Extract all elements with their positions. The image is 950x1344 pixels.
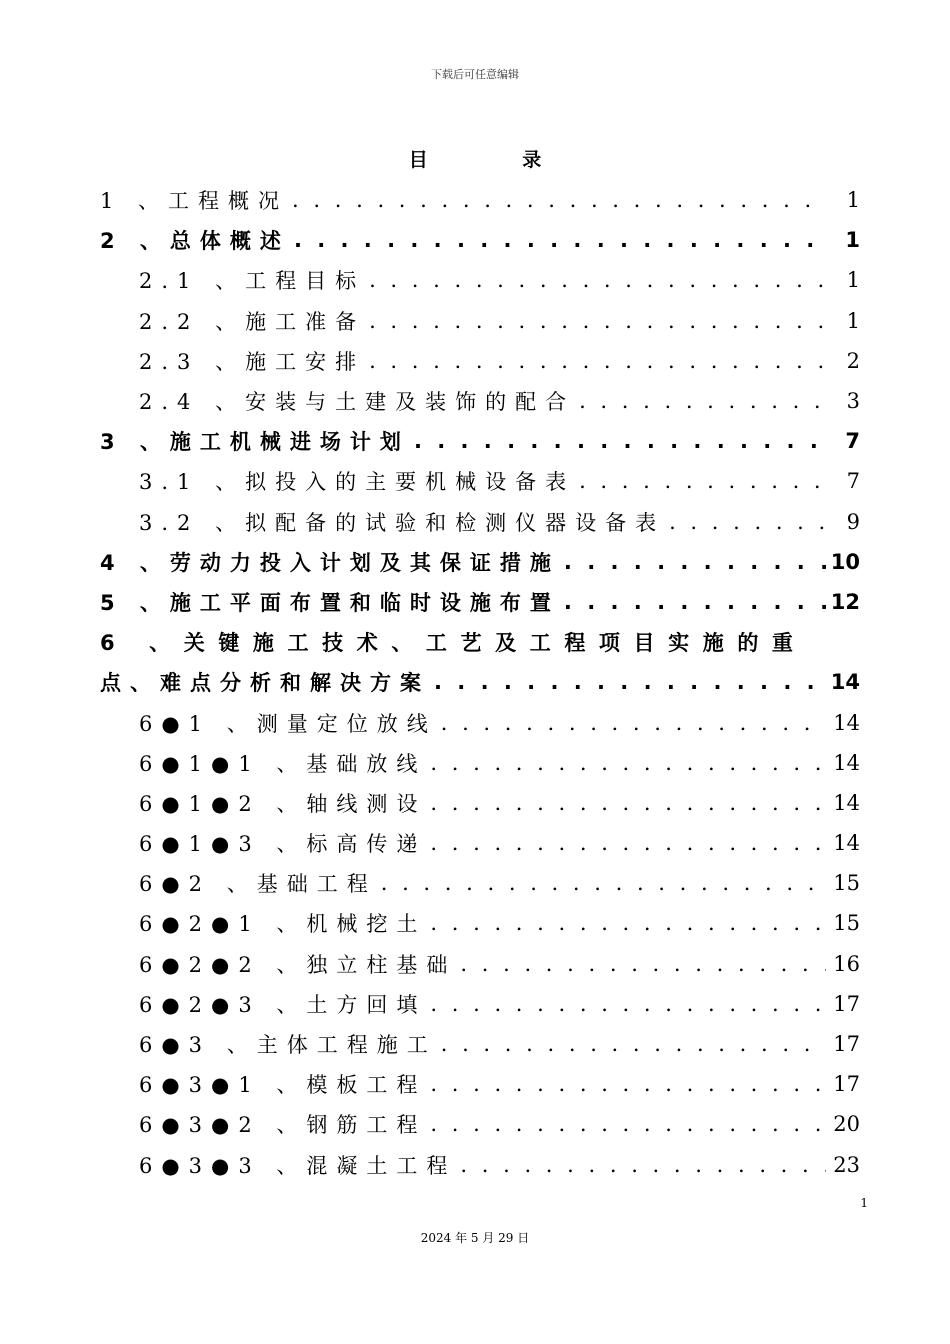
- toc-entry-label: 2 、总体概述: [100, 229, 290, 254]
- toc-leader-dots: [579, 469, 826, 493]
- toc-entry-page: 14: [833, 750, 860, 775]
- toc-entry[interactable]: [100, 622, 860, 662]
- toc-entry-label: 6●3●2 、钢筋工程: [139, 1113, 427, 1138]
- toc-entry-label: 2.4 、安装与土建及装饰的配合: [139, 390, 576, 415]
- toc-entry[interactable]: [100, 220, 860, 260]
- toc-leader-dots: [460, 952, 826, 976]
- toc-entry[interactable]: [100, 1145, 860, 1185]
- footer-date: 2024 年 5 月 29 日: [420, 1231, 530, 1245]
- toc-entry[interactable]: [100, 863, 860, 903]
- toc-entry[interactable]: [100, 662, 860, 702]
- toc-entry[interactable]: [100, 582, 860, 622]
- toc-entry-label: 4 、劳动力投入计划及其保证措施: [100, 550, 560, 575]
- toc-leader-dots: [430, 911, 826, 935]
- toc-entry-page: 1: [846, 188, 860, 213]
- toc-leader-dots: [369, 349, 826, 373]
- toc-entry-label: 6●2●1 、机械挖土: [139, 912, 427, 937]
- toc-entry-label: 6●1●1 、基础放线: [139, 751, 427, 776]
- toc-leader-dots: [381, 871, 826, 895]
- toc-entry-page: 1: [846, 268, 860, 293]
- table-of-contents: [100, 180, 860, 1185]
- toc-entry-label: 2.3 、施工安排: [139, 349, 366, 374]
- toc-entry[interactable]: [100, 944, 860, 984]
- toc-leader-dots: [414, 429, 826, 453]
- toc-entry[interactable]: [100, 984, 860, 1024]
- toc-leader-dots: [579, 389, 826, 413]
- toc-leader-dots: [564, 590, 826, 614]
- toc-entry-label: 点、难点分析和解决方案: [100, 671, 430, 696]
- toc-entry-page: 17: [833, 991, 860, 1016]
- toc-entry-page: 2: [846, 348, 860, 373]
- toc-entry-page: 10: [830, 549, 860, 574]
- toc-entry-label: 6●2 、基础工程: [139, 872, 377, 897]
- toc-entry[interactable]: [100, 783, 860, 823]
- toc-entry-label: 6●2●3 、土方回填: [139, 992, 427, 1017]
- toc-entry-page: 17: [833, 1032, 860, 1057]
- toc-entry[interactable]: [100, 381, 860, 421]
- toc-entry-label: 6●3●3 、混凝土工程: [139, 1153, 457, 1178]
- toc-entry-page: 14: [830, 670, 860, 695]
- toc-entry-label: 6 、关键施工技术、工艺及工程项目实施的重: [100, 631, 807, 656]
- toc-entry-page: 15: [833, 871, 860, 896]
- toc-entry[interactable]: [100, 421, 860, 461]
- toc-entry-label: 6●1●2 、轴线测设: [139, 791, 427, 816]
- toc-leader-dots: [564, 550, 826, 574]
- toc-entry-page: 23: [833, 1152, 860, 1177]
- toc-leader-dots: [441, 711, 826, 735]
- toc-leader-dots: [430, 791, 826, 815]
- toc-entry-page: 16: [833, 951, 860, 976]
- toc-entry-page: 9: [846, 509, 860, 534]
- toc-entry[interactable]: [100, 180, 860, 220]
- toc-leader-dots: [430, 1112, 826, 1136]
- toc-leader-dots: [294, 228, 826, 252]
- toc-entry[interactable]: [100, 301, 860, 341]
- toc-leader-dots: [434, 670, 826, 694]
- page-number: 1: [860, 1196, 868, 1210]
- toc-entry[interactable]: [100, 341, 860, 381]
- toc-entry[interactable]: [100, 743, 860, 783]
- toc-entry[interactable]: [100, 823, 860, 863]
- toc-entry-label: 2.2 、施工准备: [139, 309, 366, 334]
- toc-leader-dots: [430, 751, 826, 775]
- toc-entry-label: 5 、施工平面布置和临时设施布置: [100, 590, 560, 615]
- toc-entry-label: 3.1 、拟投入的主要机械设备表: [139, 470, 576, 495]
- toc-entry-label: 6●1 、测量定位放线: [139, 711, 437, 736]
- toc-entry-label: 3 、施工机械进场计划: [100, 430, 410, 455]
- toc-leader-dots: [460, 1153, 826, 1177]
- toc-entry-label: 6●3●1 、模板工程: [139, 1073, 427, 1098]
- toc-entry-page: 14: [833, 831, 860, 856]
- toc-entry[interactable]: [100, 1104, 860, 1144]
- toc-leader-dots: [430, 831, 826, 855]
- toc-entry-label: 6●3 、主体工程施工: [139, 1033, 437, 1058]
- toc-leader-dots: [292, 188, 826, 212]
- toc-entry-page: 17: [833, 1072, 860, 1097]
- toc-entry-label: 2.1 、工程目标: [139, 269, 366, 294]
- toc-entry[interactable]: [100, 903, 860, 943]
- toc-entry[interactable]: [100, 502, 860, 542]
- toc-leader-dots: [441, 1032, 826, 1056]
- toc-entry[interactable]: [100, 1064, 860, 1104]
- toc-entry[interactable]: [100, 542, 860, 582]
- toc-leader-dots: [669, 510, 826, 534]
- toc-entry-label: 6●2●2 、独立柱基础: [139, 952, 457, 977]
- toc-entry-label: 6●1●3 、标高传递: [139, 832, 427, 857]
- toc-entry-page: 14: [833, 710, 860, 735]
- toc-entry-page: 3: [846, 389, 860, 414]
- toc-entry-label: 1 、工程概况: [100, 189, 289, 214]
- toc-entry-page: 14: [833, 790, 860, 815]
- toc-entry[interactable]: [100, 702, 860, 742]
- toc-entry-page: 7: [845, 429, 860, 454]
- toc-entry-page: 15: [833, 911, 860, 936]
- toc-entry-label: 3.2 、拟配备的试验和检测仪器设备表: [139, 510, 666, 535]
- toc-entry-page: 7: [846, 469, 860, 494]
- toc-leader-dots: [430, 1072, 826, 1096]
- toc-title: 目 录: [408, 149, 586, 171]
- header-note: 下载后可任意编辑: [431, 68, 519, 81]
- toc-leader-dots: [369, 309, 826, 333]
- toc-entry-page: 12: [830, 589, 860, 614]
- toc-entry-page: 1: [845, 228, 860, 253]
- toc-entry-page: 1: [846, 308, 860, 333]
- toc-leader-dots: [369, 268, 826, 292]
- toc-entry[interactable]: [100, 1024, 860, 1064]
- toc-leader-dots: [430, 992, 826, 1016]
- toc-entry[interactable]: [100, 260, 860, 300]
- toc-entry-page: 20: [833, 1112, 860, 1137]
- toc-entry[interactable]: [100, 461, 860, 501]
